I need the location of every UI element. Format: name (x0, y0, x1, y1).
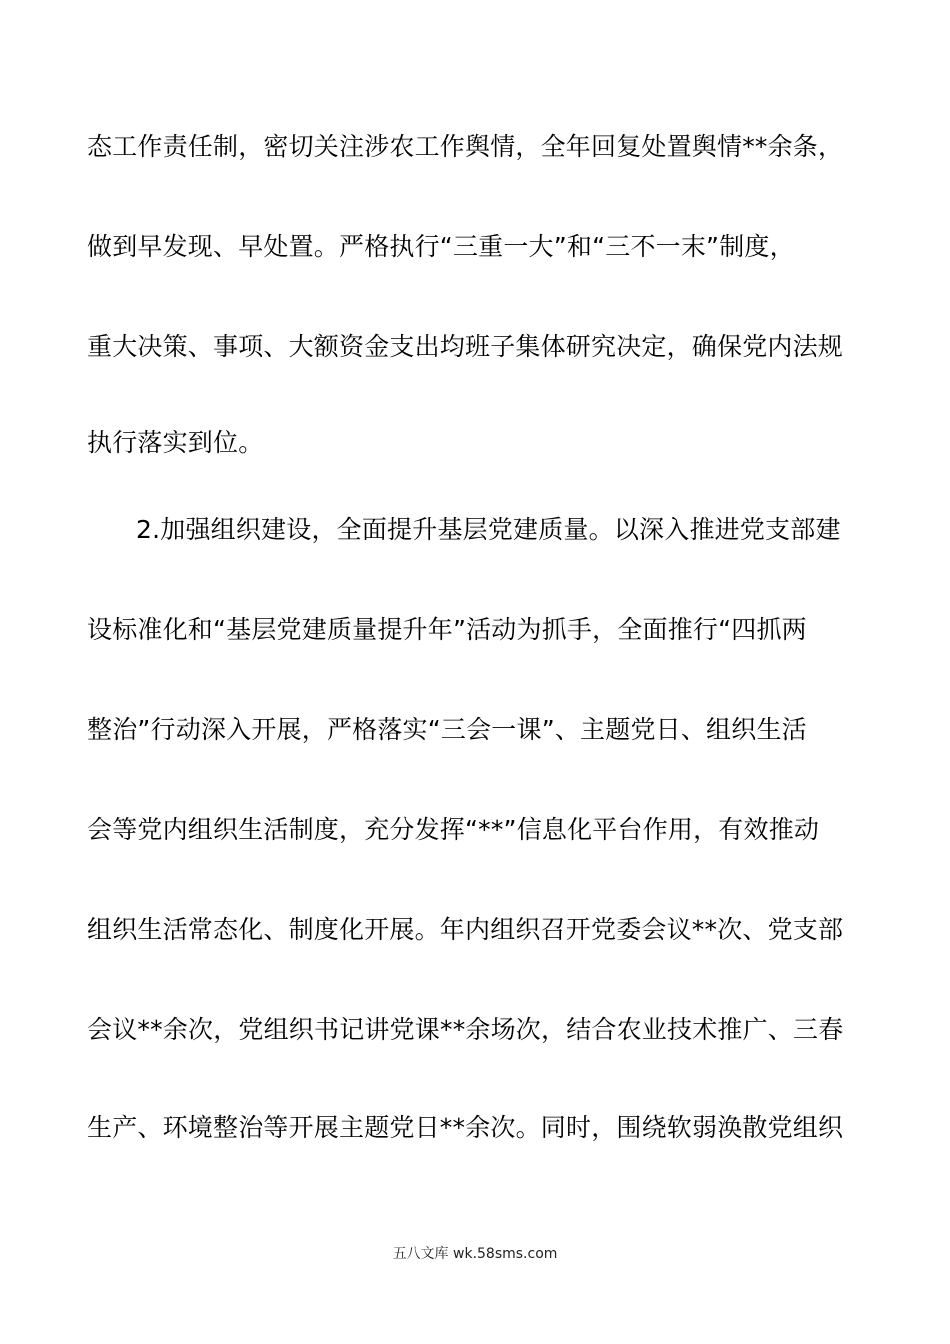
paragraph-line: 执行落实到位。 (87, 428, 264, 457)
paragraph-line: 组织生活常态化、制度化开展。年内组织召开党委会议**次、党支部 (87, 915, 844, 944)
paragraph-line: 生产、环境整治等开展主题党日**余次。同时，围绕软弱涣散党组织 (87, 1113, 844, 1142)
paragraph-line: 态工作责任制，密切关注涉农工作舆情，全年回复处置舆情**余条， (87, 132, 844, 161)
paragraph-line: 整治”行动深入开展，严格落实“三会一课”、主题党日、组织生活 (87, 715, 807, 744)
footer-watermark: 五八文库 wk.58sms.com (392, 1246, 558, 1262)
paragraph-line: 会议**余次，党组织书记讲党课**余场次，结合农业技术推广、三春 (87, 1015, 844, 1044)
paragraph-line: 会等党内组织生活制度，充分发挥“**”信息化平台作用，有效推动 (87, 815, 820, 844)
paragraph-line: 设标准化和“基层党建质量提升年”活动为抓手，全面推行“四抓两 (87, 615, 807, 644)
paragraph-line: 做到早发现、早处置。严格执行“三重一大”和“三不一末”制度， (87, 232, 795, 261)
paragraph-line-indented: 2.加强组织建设，全面提升基层党建质量。以深入推进党支部建 (136, 515, 841, 544)
paragraph-line: 重大决策、事项、大额资金支出均班子集体研究决定，确保党内法规 (87, 332, 844, 361)
